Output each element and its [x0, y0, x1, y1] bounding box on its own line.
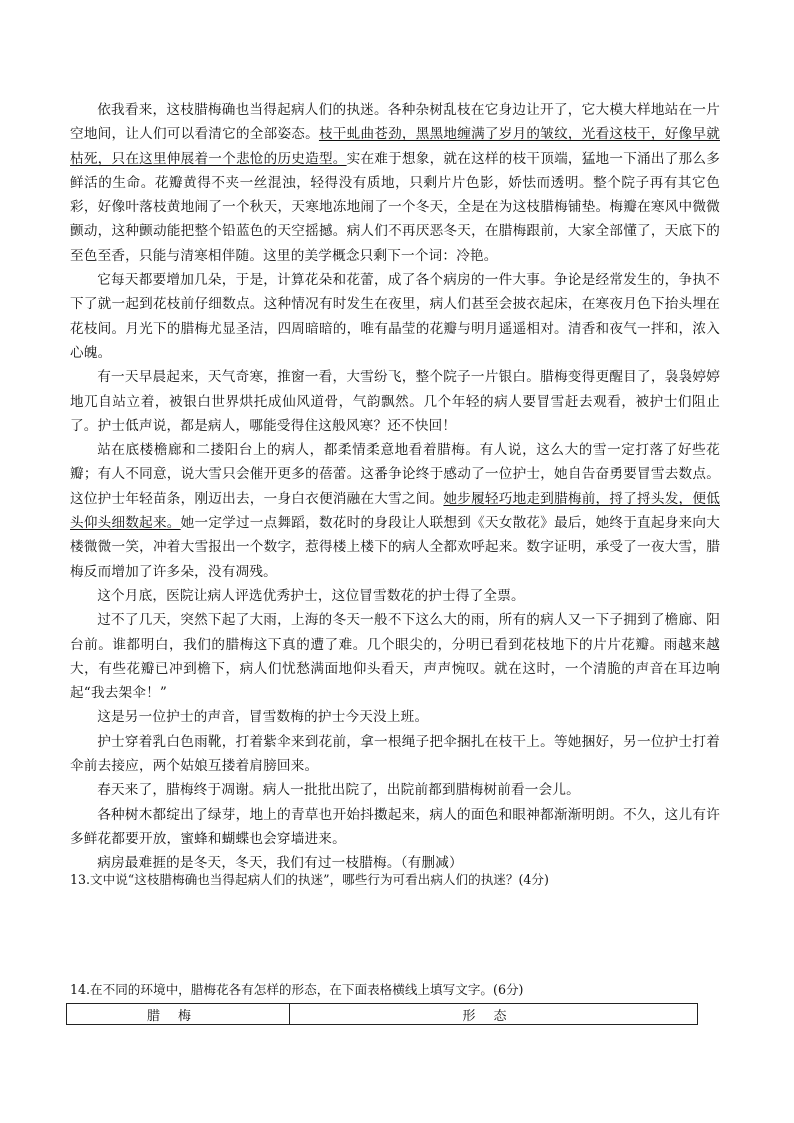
p1-text-a: 依我看来，这枝腊梅确也当得起病人们的执迷。各种杂树乱枝在它身边让开了，它大模大样地站在一片空地间，让人们可以看清它的全部姿态。 — [70, 102, 720, 143]
paragraph-2: 它每天都要增加几朵，于是，计算花朵和花蕾，成了各个病房的一件大事。争论是经常发生的，争执不下了就一起到花枝前仔细数点。这种情况有时发生在夜里，病人们甚至会披衣起床，在寒夜月色下抬头埋在花枝间。月光下的腊梅尤显圣洁，四周暗暗的，唯有晶莹的花瓣与明月遥遥相对。清香和夜气一拌和，浓入心魄。 — [70, 272, 720, 361]
p1-text-b: 实在难于想象，就在这样的枝干顶端，猛地一下涌出了那么多鲜活的生命。花瓣黄得不夹一丝混浊，轻得没有质地，只剩片片色影，娇怯而透明。整个院子再有其它色彩，好像叶落枝黄地闹了一个秋天，天寒地冻地闹了一个冬天，全是在为这枝腊梅铺垫。梅瓣在寒风中微微颤动，这种颤动能把整个铅蓝色的天空摇撼。病人们不再厌恶冬天，在腊梅跟前，大家全部懂了，天底下的至色至香，只能与清寒相伴随。这里的美学概念只剩下一个词：冷艳。 — [70, 150, 720, 264]
table-header-plum: 腊梅 — [67, 1004, 290, 1025]
answer-table — [66, 1003, 698, 1025]
paragraph-3: 有一天早晨起来，天气奇寒，推窗一看，大雪纷飞，整个院子一片银白。腊梅变得更醒目了，袅袅婷婷地兀自站立着，被银白世界烘托成仙风道骨，气韵飘然。几个年轻的病人要冒雪赶去观看，被护士们阻止了。护士低声说，都是病人，哪能受得住这般风寒？还不快回！ — [70, 369, 720, 434]
question-14: 14.在不同的环境中，腊梅花各有怎样的形态，在下面表格横线上填写文字。(6分) — [70, 982, 524, 997]
paragraph-1 — [70, 98, 720, 268]
paragraph-7: 这是另一位护士的声音，冒雪数梅的护士今天没上班。 — [97, 709, 429, 726]
paragraph-9: 春天来了，腊梅终于凋谢。病人一批批出院了，出院前都到腊梅树前看一会儿。 — [97, 782, 580, 799]
paragraph-5: 这个月底，医院让病人评选优秀护士，这位冒雪数花的护士得了全票。 — [97, 587, 525, 604]
paragraph-4 — [70, 438, 720, 584]
question-13: 13.文中说“这枝腊梅确也当得起病人们的执迷”，哪些行为可看出病人们的执迷？(4分) — [70, 872, 549, 887]
underlined-sentence-1: 枝干虬曲苍劲，黑黑地缠满了岁月的皱纹，光看这枝干，好像早就枯死，只在这里伸展着一个悲怆的历史造型。 — [70, 126, 720, 167]
p4-text-b: 她一定学过一点舞蹈，数花时的身段让人联想到《天女散花》最后，她终于直起身来向大楼微微一笑，冲着大雪报出一个数字，惹得楼上楼下的病人全都欢呼起来。数字证明，承受了一夜大雪，腊梅反而增加了许多朵，没有凋残。 — [70, 515, 721, 580]
paragraph-6: 过不了几天，突然下起了大雨，上海的冬天一般不下这么大的雨，所有的病人又一下子拥到了檐廊、阳台前。谁都明白，我们的腊梅这下真的遭了难。几个眼尖的，分明已看到花枝地下的片片花瓣。雨越来越大，有些花瓣已冲到檐下，病人们忧愁满面地仰头看天，声声惋叹。就在这时，一个清脆的声音在耳边响起“我去架伞！” — [70, 612, 720, 702]
paragraph-11: 病房最难捱的是冬天，冬天，我们有过一枝腊梅。（有删减） — [97, 855, 463, 872]
table-header-row — [67, 1004, 698, 1025]
table-header-form: 形态 — [290, 1004, 698, 1025]
paragraph-8: 护士穿着乳白色雨靴，打着紫伞来到花前，拿一根绳子把伞捆扎在枝干上。等她捆好，另一位护士打着伞前去接应，两个姑娘互搂着肩膀回来。 — [70, 733, 720, 775]
article-body — [70, 98, 720, 876]
underlined-sentence-2: 她步履轻巧地走到腊梅前，捋了捋头发，便低头仰头细数起来。 — [70, 490, 720, 532]
p4-text-a: 站在底楼檐廊和二搂阳台上的病人，都柔情柔意地看着腊梅。有人说，这么大的雪一定打落了好些花瓣；有人不同意，说大雪只会催开更多的蓓蕾。这番争论终于感动了一位护士，她自告奋勇要冒雪去数点。这位护士年轻苗条，刚迈出去，一身白衣便消融在大雪之间。 — [70, 442, 720, 507]
paragraph-10: 各种树木都绽出了绿芽，地上的青草也开始抖擞起来，病人的面色和眼神都渐渐明朗。不久，这儿有许多鲜花都要开放，蜜蜂和蝴蝶也会穿墙进来。 — [70, 806, 720, 847]
